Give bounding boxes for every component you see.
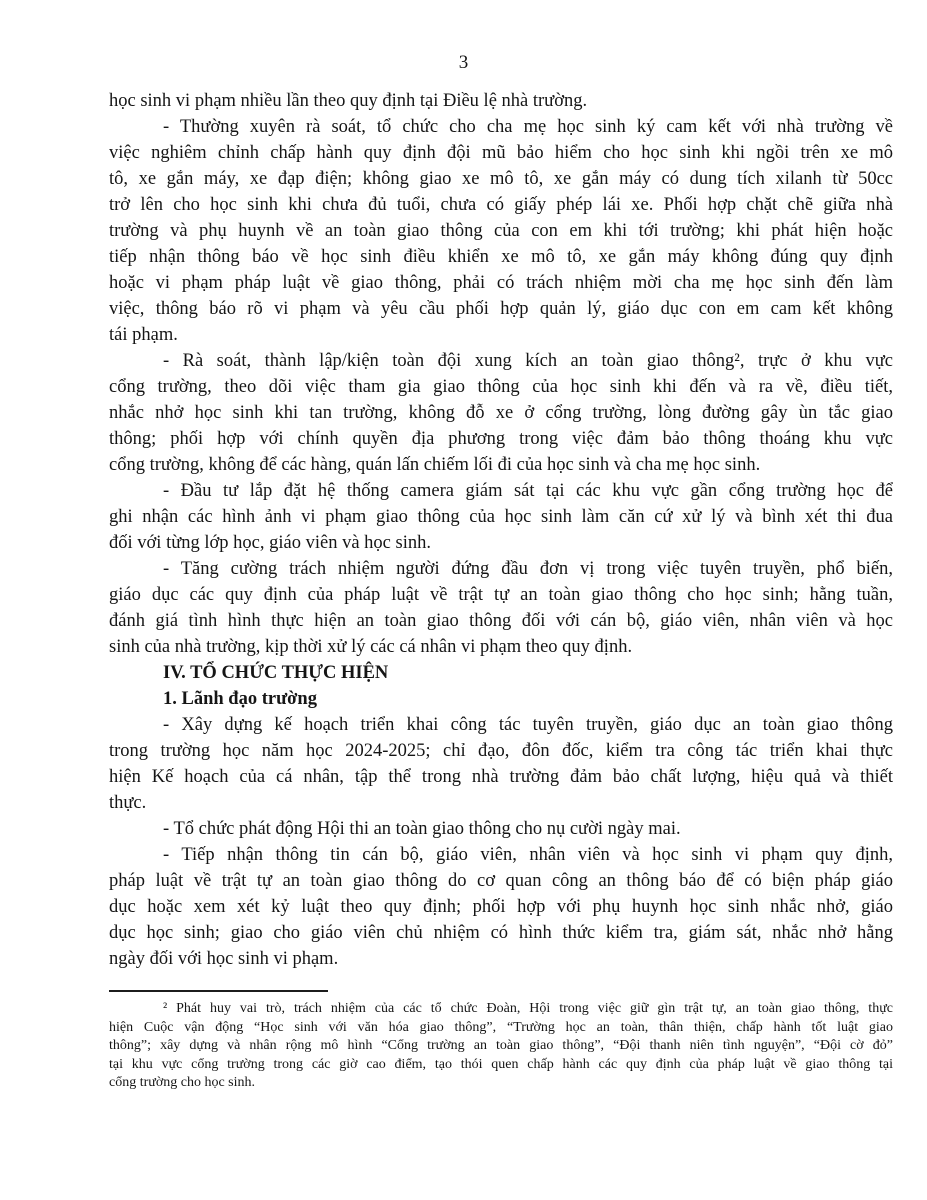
body-text-line: dục học sinh; giao cho giáo viên chủ nhiệm có hình thức kiểm tra, giám sát, nhắc nhở hằng (109, 923, 893, 943)
footnote-line: cổng trường cho học sinh. (109, 1075, 256, 1091)
body-text-line: đánh giá tình hình thực hiện an toàn giao thông đối với cán bộ, giáo viên, nhân viên và học (109, 611, 893, 631)
body-text-line: ngày đối với học sinh vi phạm. (109, 949, 339, 969)
body-text-line: giáo dục các quy định của pháp luật về trật tự an toàn giao thông cho học sinh; hằng tuần, (109, 585, 893, 605)
body-text-line: - Tăng cường trách nhiệm người đứng đầu đơn vị trong việc tuyên truyền, phổ biến, (163, 559, 893, 579)
body-text-line: việc, thông báo rõ vi phạm và yêu cầu phối hợp quản lý, giáo dục con em cam kết không (109, 299, 893, 319)
body-text-line: ghi nhận các hình ảnh vi phạm giao thông của học sinh làm căn cứ xử lý và bình xét thi đua (109, 507, 893, 527)
body-text-line: tiếp nhận thông báo về học sinh điều khiển xe mô tô, xe gắn máy không đúng quy định (109, 247, 893, 267)
body-text-line: pháp luật về trật tự an toàn giao thông do cơ quan công an thông báo để có biện pháp giáo (109, 871, 893, 891)
body-text-line: thông; phối hợp với chính quyền địa phương trong việc đảm bảo thông thoáng khu vực (109, 429, 893, 449)
body-text-line: cổng trường, theo dõi việc tham gia giao thông của học sinh khi đến và ra về, điều tiết, (109, 377, 893, 397)
footnote-text (109, 1000, 893, 1093)
body-text-line: trong trường học năm học 2024-2025; chỉ đạo, đôn đốc, kiểm tra công tác triển khai thực (109, 741, 893, 761)
body-text-line: đối với từng lớp học, giáo viên và học sinh. (109, 533, 431, 553)
body-text-line: trở lên cho học sinh khi chưa đủ tuổi, chưa có giấy phép lái xe. Phối hợp chặt chẽ giữa nhà (109, 195, 893, 215)
body-text-line: - Tổ chức phát động Hội thi an toàn giao thông cho nụ cười ngày mai. (163, 819, 681, 839)
section-heading-iv: IV. TỔ CHỨC THỰC HIỆN (163, 663, 389, 683)
body-text-line: dục hoặc xem xét kỷ luật theo quy định; phối hợp với phụ huynh học sinh nhắc nhở, giáo (109, 897, 893, 917)
subsection-heading-1: 1. Lãnh đạo trường (163, 689, 317, 709)
body-text-line: cổng trường, không để các hàng, quán lấn chiếm lối đi của học sinh và cha mẹ học sinh. (109, 455, 761, 475)
body-text-line: học sinh vi phạm nhiều lần theo quy định tại Điều lệ nhà trường. (109, 91, 588, 111)
body-text-line: - Xây dựng kế hoạch triển khai công tác tuyên truyền, giáo dục an toàn giao thông (163, 715, 893, 735)
body-text-line: nhắc nhở học sinh khi tan trường, không đỗ xe ở cổng trường, lòng đường gây ùn tắc giao (109, 403, 893, 423)
body-text-line: - Thường xuyên rà soát, tổ chức cho cha mẹ học sinh ký cam kết với nhà trường về (163, 117, 893, 137)
body-text-line: - Đầu tư lắp đặt hệ thống camera giám sát tại các khu vực gần cổng trường học để (163, 481, 893, 501)
footnote-separator (109, 990, 328, 992)
footnote-section (109, 990, 893, 1093)
document-body (109, 88, 893, 972)
body-text-line: hoặc vi phạm pháp luật về giao thông, phải có trách nhiệm mời cha mẹ học sinh đến làm (109, 273, 893, 293)
footnote-line: ² Phát huy vai trò, trách nhiệm của các tổ chức Đoàn, Hội trong việc giữ gìn trật tự, an toàn giao thông, thực (163, 1001, 893, 1016)
footnote-line: tại khu vực cổng trường trong các giờ cao điểm, tạo thói quen chấp hành các quy định của pháp luật về giao thông tại (109, 1056, 893, 1072)
body-text-line: tô, xe gắn máy, xe đạp điện; không giao xe mô tô, xe gắn máy có dung tích xilanh từ 50cc (109, 169, 893, 189)
footnote-line: thông”; xây dựng và nhân rộng mô hình “Cổng trường an toàn giao thông”, “Đội thanh niên tình nguyện”, “Đội cờ đỏ” (109, 1038, 893, 1054)
body-text-line: tái phạm. (109, 325, 178, 345)
body-text-line: sinh của nhà trường, kịp thời xử lý các cá nhân vi phạm theo quy định. (109, 637, 633, 657)
body-text-line: trường và phụ huynh về an toàn giao thông của con em khi tới trường; khi phát hiện hoặc (109, 221, 893, 241)
body-text-line: hiện Kế hoạch của cá nhân, tập thể trong nhà trường đảm bảo chất lượng, hiệu quả và thiết (109, 767, 893, 787)
body-text-line: - Rà soát, thành lập/kiện toàn đội xung kích an toàn giao thông², trực ở khu vực (163, 351, 893, 371)
body-text-line: - Tiếp nhận thông tin cán bộ, giáo viên, nhân viên và học sinh vi phạm quy định, (163, 845, 893, 865)
body-text-line: việc nghiêm chỉnh chấp hành quy định đội mũ bảo hiểm cho học sinh khi ngồi trên xe mô (109, 143, 893, 163)
page-number: 3 (458, 52, 469, 73)
body-text-line: thực. (109, 793, 147, 813)
footnote-line: hiện Cuộc vận động “Học sinh với văn hóa giao thông”, “Trường học an toàn, thân thiện, chấp hành tốt luật giao (109, 1019, 893, 1035)
